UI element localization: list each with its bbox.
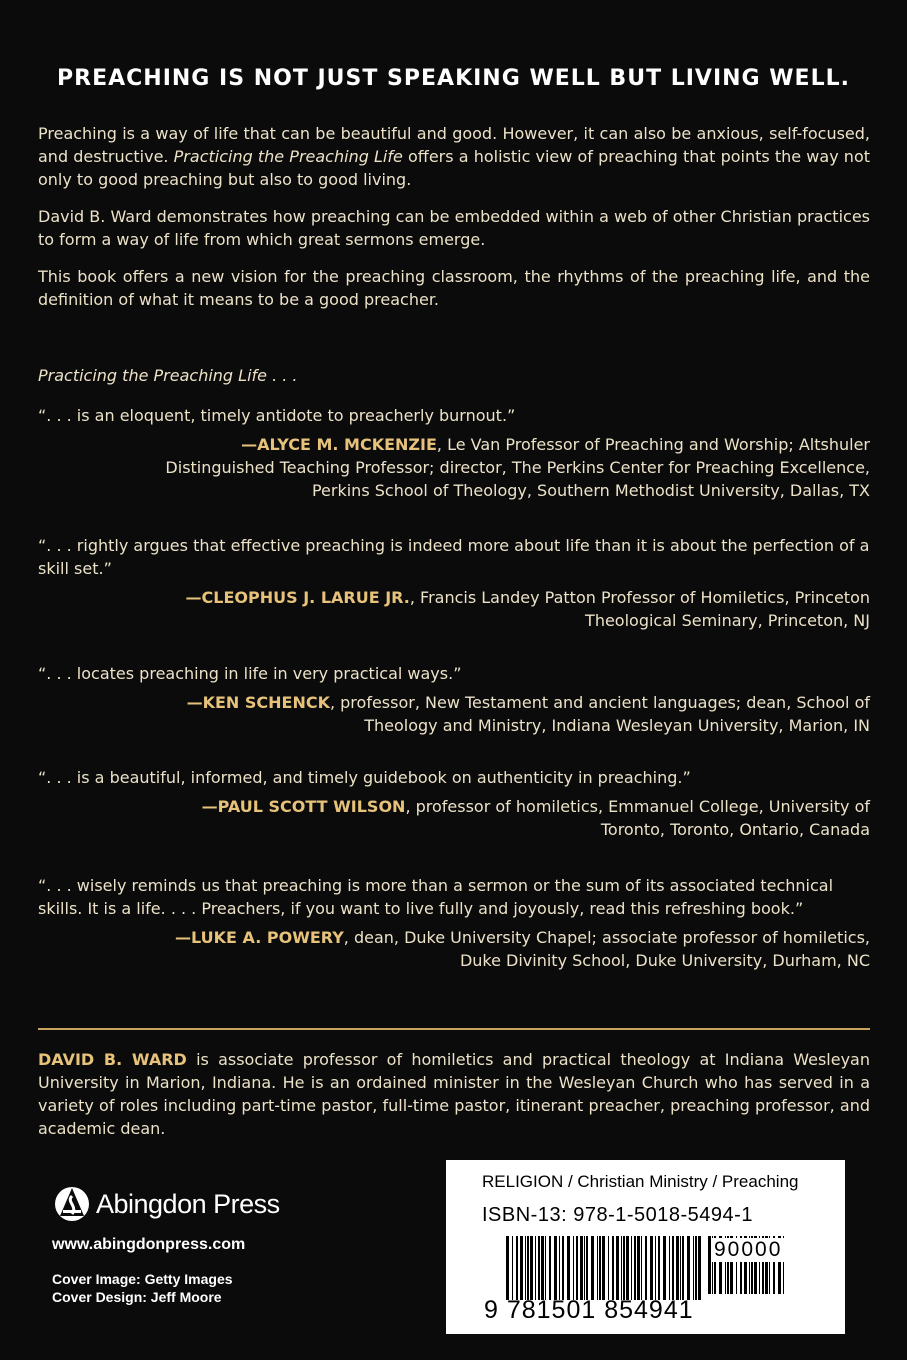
barcode-bars [506, 1236, 702, 1300]
cover-image-credit: Cover Image: Getty Images [52, 1271, 233, 1287]
barcode-category: RELIGION / Christian Ministry / Preaching [482, 1172, 799, 1191]
endorser-title: Distinguished Teaching Professor; director, The Perkins Center for Preaching Excellence, [165, 458, 870, 477]
author-bio [38, 1048, 870, 1140]
barcode-digits: 9 781501 854941 [484, 1296, 694, 1324]
publisher-name: Abingdon Press [96, 1188, 280, 1219]
endorser-title: Perkins School of Theology, Southern Methodist University, Dallas, TX [311, 481, 870, 500]
endorsement-mckenzie [38, 404, 870, 502]
endorsement-quote: “. . . is a beautiful, informed, and timely guidebook on authenticity in preaching.” [38, 768, 691, 787]
endorsement-quote: “. . . locates preaching in life in very practical ways.” [38, 664, 462, 683]
publisher-url: www.abingdonpress.com [52, 1236, 246, 1253]
section-divider [38, 1028, 870, 1030]
abingdon-logo-icon [52, 1180, 92, 1228]
endorsement-quote: “. . . wisely reminds us that preaching is more than a sermon or the sum of its associated technical skills. It is a life. . . . Preachers, if you want to live fully and joyously, read this refreshing book.” [38, 876, 834, 918]
cover-credits [52, 1270, 352, 1306]
headline: PREACHING IS NOT JUST SPEAKING WELL BUT LIVING WELL. [57, 66, 850, 91]
endorsement-quote: “. . . is an eloquent, timely antidote to preacherly burnout.” [38, 406, 516, 425]
barcode-addon-number: 90000 [714, 1238, 783, 1261]
endorsement-larue [38, 534, 870, 632]
endorsement-attribution [38, 433, 870, 502]
praise-title: Practicing the Preaching Life . . . [38, 366, 298, 385]
endorser-title: Duke Divinity School, Duke University, Durham, NC [459, 951, 870, 970]
endorsement-attribution [38, 586, 870, 632]
endorser-title: , professor of homiletics, Emmanuel College, University of [405, 797, 870, 816]
endorsement-quote: “. . . rightly argues that effective preaching is indeed more about life than it is about the perfection of a skill set.” [38, 536, 870, 578]
intro-section [38, 122, 870, 311]
intro-paragraph-3: This book offers a new vision for the preaching classroom, the rhythms of the preaching life, and the definition of what it means to be a good preacher. [38, 267, 870, 309]
endorser-name: —LUKE A. POWERY [175, 928, 344, 947]
endorser-title: Theology and Ministry, Indiana Wesleyan University, Marion, IN [364, 716, 870, 735]
endorser-title: , Francis Landey Patton Professor of Homiletics, Princeton [409, 588, 870, 607]
endorser-title: Theological Seminary, Princeton, NJ [585, 611, 870, 630]
barcode-box [446, 1160, 845, 1334]
author-bio-text: is associate professor of homiletics and practical theology at Indiana Wesleyan University in Marion, Indiana. He is an ordained minister in the Wesleyan Church who has served in a variety of roles including part-time pastor, full-time pastor, itinerant preacher, preaching professor, and academic dean. [38, 1050, 870, 1138]
publisher-block [52, 1180, 352, 1306]
publisher-logo [52, 1180, 352, 1228]
endorsement-attribution [38, 926, 870, 972]
endorser-title: , Le Van Professor of Preaching and Worship; Altshuler [436, 435, 870, 454]
endorser-name: —PAUL SCOTT WILSON [201, 797, 406, 816]
endorsement-schenck [38, 662, 870, 737]
intro-paragraph-1 [38, 122, 870, 191]
endorser-name: —KEN SCHENCK [186, 693, 330, 712]
intro-book-title: Practicing the Preaching Life [173, 147, 403, 166]
endorser-name: —CLEOPHUS J. LARUE JR. [185, 588, 410, 607]
cover-design-credit: Cover Design: Jeff Moore [52, 1289, 222, 1305]
endorser-title: , professor, New Testament and ancient languages; dean, School of [329, 693, 870, 712]
endorser-title: Toronto, Toronto, Ontario, Canada [600, 820, 870, 839]
endorsement-attribution [38, 691, 870, 737]
endorsement-powery [38, 874, 870, 972]
endorsement-wilson [38, 766, 870, 841]
endorsement-attribution [38, 795, 870, 841]
intro-p1-text-b: offers a holistic view of preaching that points the way not only to good preaching but also to good living. [38, 147, 871, 189]
isbn-label: ISBN-13: 978-1-5018-5494-1 [482, 1204, 753, 1226]
endorser-title: , dean, Duke University Chapel; associate professor of homiletics, [343, 928, 870, 947]
intro-p1-text-a: Preaching is a way of life that can be beautiful and good. However, it can also be anxious, self-focused, and destructive. [38, 124, 870, 166]
author-name: DAVID B. WARD [38, 1050, 187, 1069]
endorser-name: —ALYCE M. MCKENZIE [241, 435, 437, 454]
intro-paragraph-2: David B. Ward demonstrates how preaching can be embedded within a web of other Christian practices to form a way of life from which great sermons emerge. [38, 207, 870, 249]
